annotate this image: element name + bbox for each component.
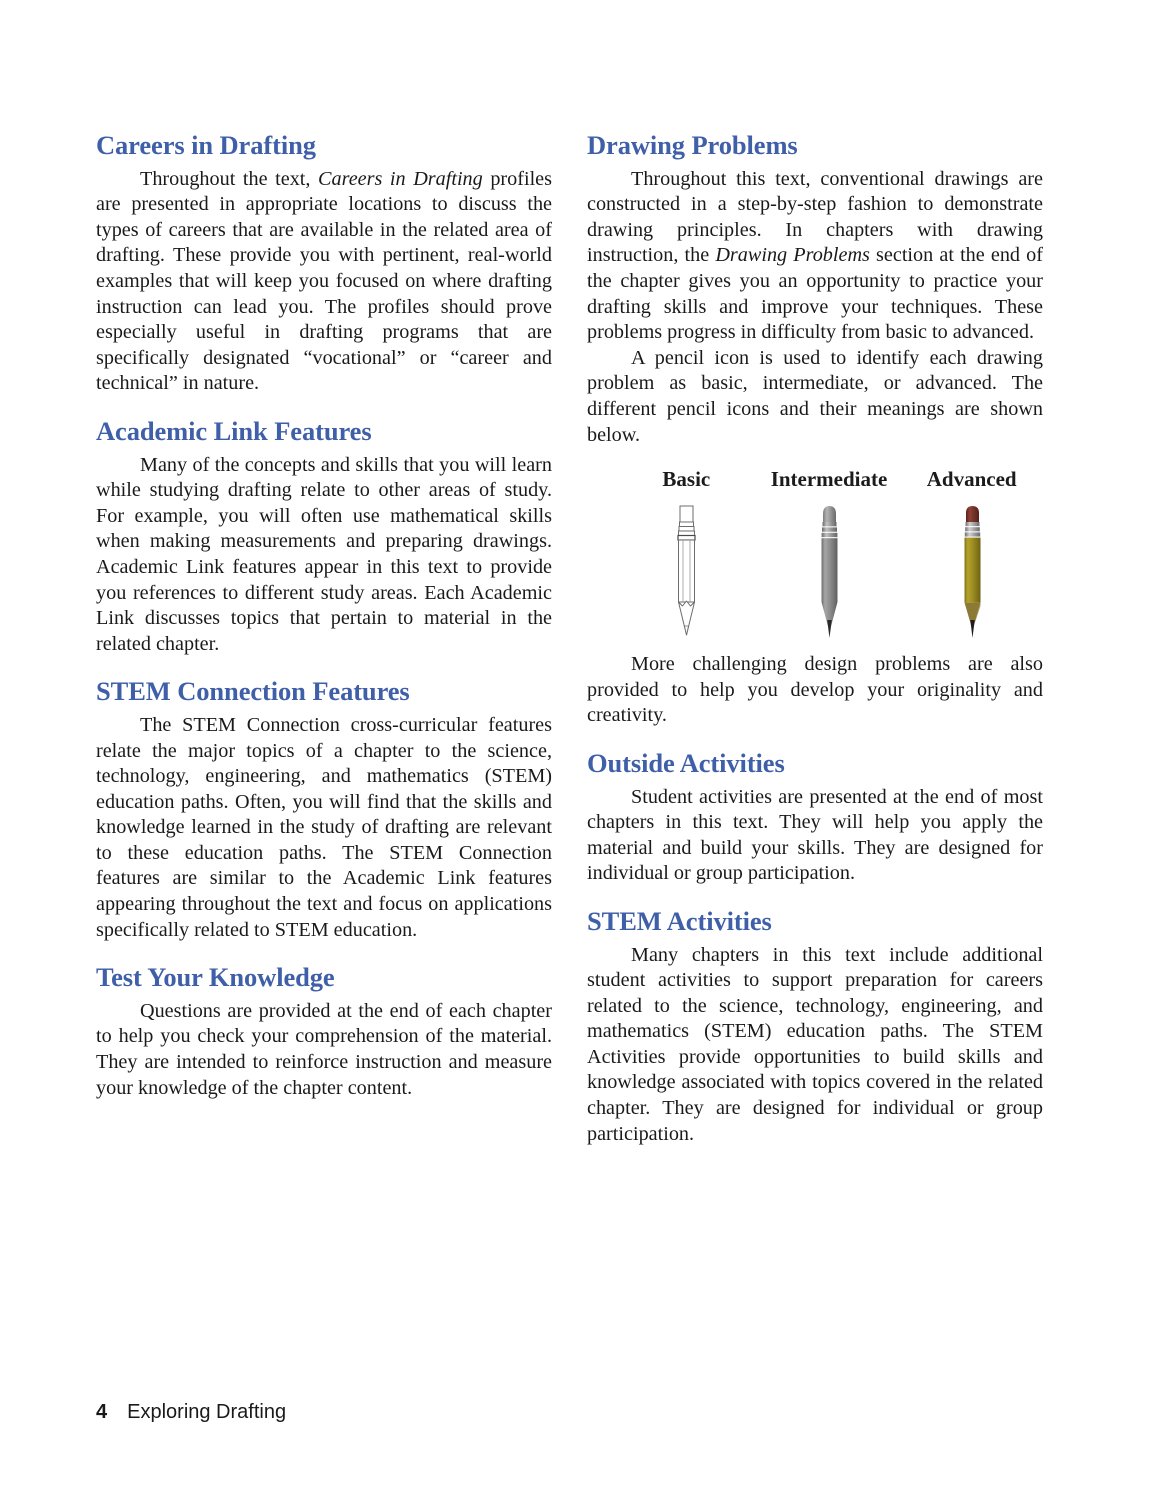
page-footer (96, 1401, 286, 1424)
pencil-cell-intermediate (758, 502, 901, 642)
pencil-legend-labels (615, 462, 1043, 492)
paragraph-drawing-problems-2: A pencil icon is used to identify each drawing problem as basic, intermediate, or advanced. The different pencil icons and their meanings are shown below. (587, 346, 1043, 446)
paragraph-drawing-problems-3: More challenging design problems are also provided to help you develop your originality and creativity. (587, 653, 1043, 727)
intermediate-pencil-icon (812, 502, 846, 642)
heading-stem-connection-features: STEM Connection Features (96, 676, 410, 707)
paragraph-academic-link-features: Many of the concepts and skills that you will learn while studying drafting relate to other areas of study. For example, you will often use mathematical skills when making measurements and preparing drawings. Academic Link features appear in this text to provide you references to different study areas. Each Academic Link discusses topics that pertain to material in the related chapter. (96, 453, 552, 655)
two-column-layout (96, 131, 1043, 1147)
italic-drawing-problems: Drawing Problems (715, 244, 870, 267)
pencil-icon-legend-figure (587, 462, 1043, 642)
text-run: Throughout the text, (140, 167, 319, 190)
pencil-label-advanced: Advanced (926, 467, 1017, 492)
heading-test-your-knowledge: Test Your Knowledge (96, 962, 335, 993)
paragraph-outside-activities: Student activities are presented at the end of most chapters in this text. They will help you apply the material and build your skills. They are designed for individual or group participation. (587, 785, 1043, 885)
paragraph-careers-in-drafting (96, 167, 552, 397)
pencil-legend-icons (615, 502, 1043, 642)
pencil-label-intermediate: Intermediate (770, 467, 888, 492)
heading-stem-activities: STEM Activities (587, 905, 772, 936)
heading-careers-in-drafting: Careers in Drafting (96, 130, 316, 160)
paragraph-test-your-knowledge: Questions are provided at the end of each chapter to help you check your comprehension of the material. They are intended to reinforce instruction and measure your knowledge of the chapter content. (96, 999, 552, 1099)
basic-pencil-icon (669, 502, 703, 642)
pencil-label-basic: Basic (662, 467, 711, 492)
pencil-figure-inner (615, 462, 1043, 642)
right-column (587, 131, 1043, 1147)
left-column (96, 131, 552, 1147)
pencil-cell-basic (615, 502, 758, 642)
pencil-cell-advanced (900, 502, 1043, 642)
paragraph-drawing-problems-1 (587, 167, 1043, 346)
heading-outside-activities: Outside Activities (587, 747, 785, 778)
text-run: profiles are presented in appropriate locations to discuss the types of careers that are available in the related area of drafting. These provide you with pertinent, real-world examples that will keep you focused on where drafting instruction can lead you. The profiles should prove especially useful in drafting programs that are specifically designated “vocational” or “career and technical” in nature. (96, 167, 552, 395)
advanced-pencil-icon (955, 502, 989, 642)
italic-careers-in-drafting: Careers in Drafting (318, 167, 483, 190)
heading-drawing-problems: Drawing Problems (587, 130, 798, 160)
text-run-before-italic: Throughout this text, conventional drawings are constructed in a step-by-step fashion to demonstrate drawing principles. In chapters with drawing instruction, the (587, 167, 1043, 267)
book-title: Exploring Drafting (127, 1401, 287, 1423)
heading-academic-link-features: Academic Link Features (96, 415, 372, 446)
page-number: 4 (96, 1401, 108, 1423)
paragraph-stem-activities: Many chapters in this text include additional student activities to support preparation for careers related to the science, technology, engineering, and mathematics (STEM) education paths. The STEM Activities provide opportunities to build skills and knowledge associated with topics covered in the related chapter. They are designed for individual or group participation. (587, 943, 1043, 1145)
text-run-after-italic: section at the end of the chapter gives you an opportunity to practice your drafting skills and improve your techniques. These problems progress in difficulty from basic to advanced. (587, 244, 1043, 344)
paragraph-stem-connection-features: The STEM Connection cross-curricular features relate the major topics of a chapter to the science, technology, engineering, and mathematics (STEM) education paths. Often, you will find that the skills and knowledge learned in the study of drafting are relevant to these education paths. The STEM Connection features are similar to the Academic Link features appearing throughout the text and focus on applications specifically related to STEM education. (96, 713, 552, 941)
